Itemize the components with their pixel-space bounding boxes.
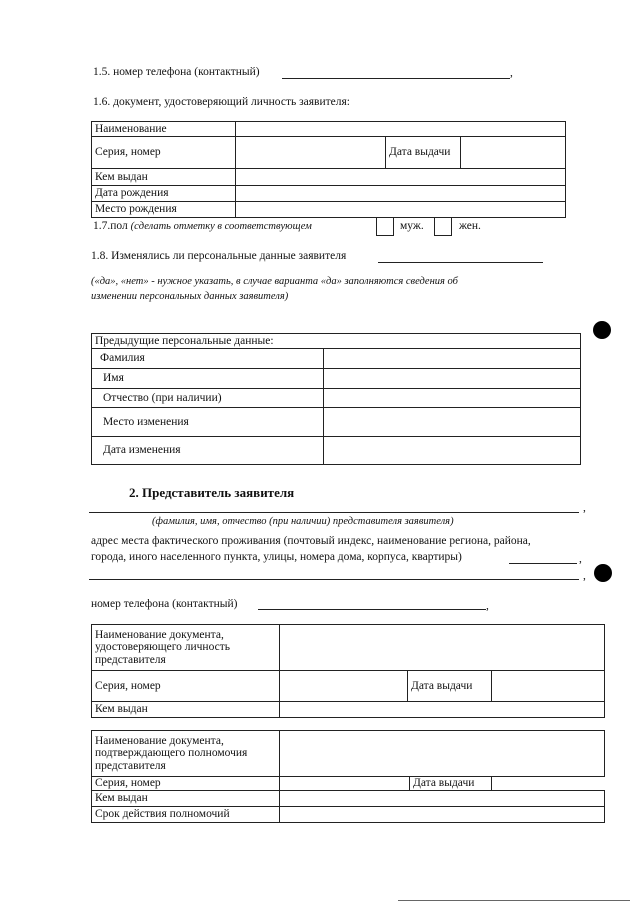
female-checkbox[interactable] [434, 217, 452, 236]
binder-hole-icon [594, 564, 612, 582]
rep-doc-name-field[interactable] [280, 625, 605, 671]
change-place-label: Место изменения [92, 408, 324, 437]
authority-doc-table [91, 730, 605, 823]
representative-phone-comma: , [486, 600, 489, 612]
data-changed-label: 1.8. Изменялись ли персональные данные заявителя [91, 250, 347, 262]
doc-issue-date-label: Дата выдачи [386, 137, 461, 169]
rep-doc-issue-date-label: Дата выдачи [408, 671, 492, 702]
change-date-label: Дата изменения [92, 437, 324, 465]
auth-validity-field[interactable] [280, 807, 605, 823]
doc-issued-by-field[interactable] [236, 169, 566, 186]
change-place-field[interactable] [324, 408, 581, 437]
auth-doc-issue-date-field[interactable] [492, 777, 605, 791]
prev-patronymic-label: Отчество (при наличии) [92, 389, 324, 408]
prev-patronymic-field[interactable] [324, 389, 581, 408]
address-field-part2[interactable] [89, 579, 579, 580]
representative-phone-field[interactable] [258, 609, 486, 610]
previous-data-title: Предыдущие персональные данные: [92, 334, 581, 349]
prev-name-field[interactable] [324, 369, 581, 389]
rep-doc-series-field[interactable] [280, 671, 408, 702]
phone-comma: , [510, 67, 513, 79]
auth-validity-label: Срок действия полномочий [92, 807, 280, 823]
rep-doc-issued-by-label: Кем выдан [92, 702, 280, 718]
address-field-part1[interactable] [509, 563, 577, 564]
birth-date-field[interactable] [236, 186, 566, 202]
binder-hole-icon [593, 321, 611, 339]
rep-doc-issue-date-field[interactable] [492, 671, 605, 702]
prev-name-label: Имя [92, 369, 324, 389]
male-label: муж. [400, 220, 424, 232]
address-comma2: , [583, 570, 586, 582]
doc-series-label: Серия, номер [92, 137, 236, 169]
birth-date-label: Дата рождения [92, 186, 236, 202]
address-comma1: , [579, 553, 582, 565]
doc-name-label: Наименование [92, 122, 236, 137]
sex-label-text: 1.7.пол [93, 220, 128, 232]
data-changed-note-line2: изменении персональных данных заявителя) [91, 291, 289, 302]
data-changed-field[interactable] [378, 262, 543, 263]
doc-issue-date-field[interactable] [461, 137, 566, 169]
representative-fio-field[interactable] [89, 512, 579, 513]
birth-place-label: Место рождения [92, 202, 236, 218]
fio-comma: , [583, 502, 586, 514]
representative-heading: 2. Представитель заявителя [129, 485, 295, 500]
rep-doc-issued-by-field[interactable] [280, 702, 605, 718]
auth-doc-name-field[interactable] [280, 731, 605, 777]
representative-id-table [91, 624, 605, 718]
address-label-line2: города, иного населенного пункта, улицы, номера дома, корпуса, квартиры) [91, 551, 462, 563]
identity-doc-table [91, 121, 566, 218]
doc-issued-by-label: Кем выдан [92, 169, 236, 186]
auth-doc-series-label: Серия, номер [92, 777, 280, 791]
auth-doc-issue-date-label: Дата выдачи [410, 777, 492, 791]
male-checkbox[interactable] [376, 217, 394, 236]
rep-doc-series-label: Серия, номер [92, 671, 280, 702]
phone-label: 1.5. номер телефона (контактный) [93, 66, 260, 78]
previous-data-table [91, 333, 581, 465]
female-label: жен. [459, 220, 481, 232]
doc-series-field[interactable] [236, 137, 386, 169]
auth-doc-name-label: Наименование документа, подтверждающего полномочия представителя [92, 731, 280, 777]
birth-place-field[interactable] [236, 202, 566, 218]
change-date-field[interactable] [324, 437, 581, 465]
representative-phone-label: номер телефона (контактный) [91, 598, 238, 610]
representative-fio-hint: (фамилия, имя, отчество (при наличии) представителя заявителя) [152, 516, 454, 527]
page-edge-rule [398, 900, 630, 901]
sex-hint: (сделать отметку в соответствующем [130, 221, 312, 232]
sex-label [93, 220, 312, 232]
prev-surname-field[interactable] [324, 349, 581, 369]
auth-doc-issued-by-field[interactable] [280, 791, 605, 807]
prev-surname-label: Фамилия [92, 349, 324, 369]
doc-name-field[interactable] [236, 122, 566, 137]
address-label-line1: адрес места фактического проживания (почтовый индекс, наименование региона, района, [91, 535, 531, 547]
identity-doc-label: 1.6. документ, удостоверяющий личность заявителя: [93, 96, 350, 108]
phone-field[interactable] [282, 78, 510, 79]
auth-doc-issued-by-label: Кем выдан [92, 791, 280, 807]
rep-doc-name-label: Наименование документа, удостоверяющего личность представителя [92, 625, 280, 671]
auth-doc-series-field[interactable] [280, 777, 410, 791]
data-changed-note-line1: («да», «нет» - нужное указать, в случае варианта «да» заполняются сведения об [91, 276, 458, 287]
